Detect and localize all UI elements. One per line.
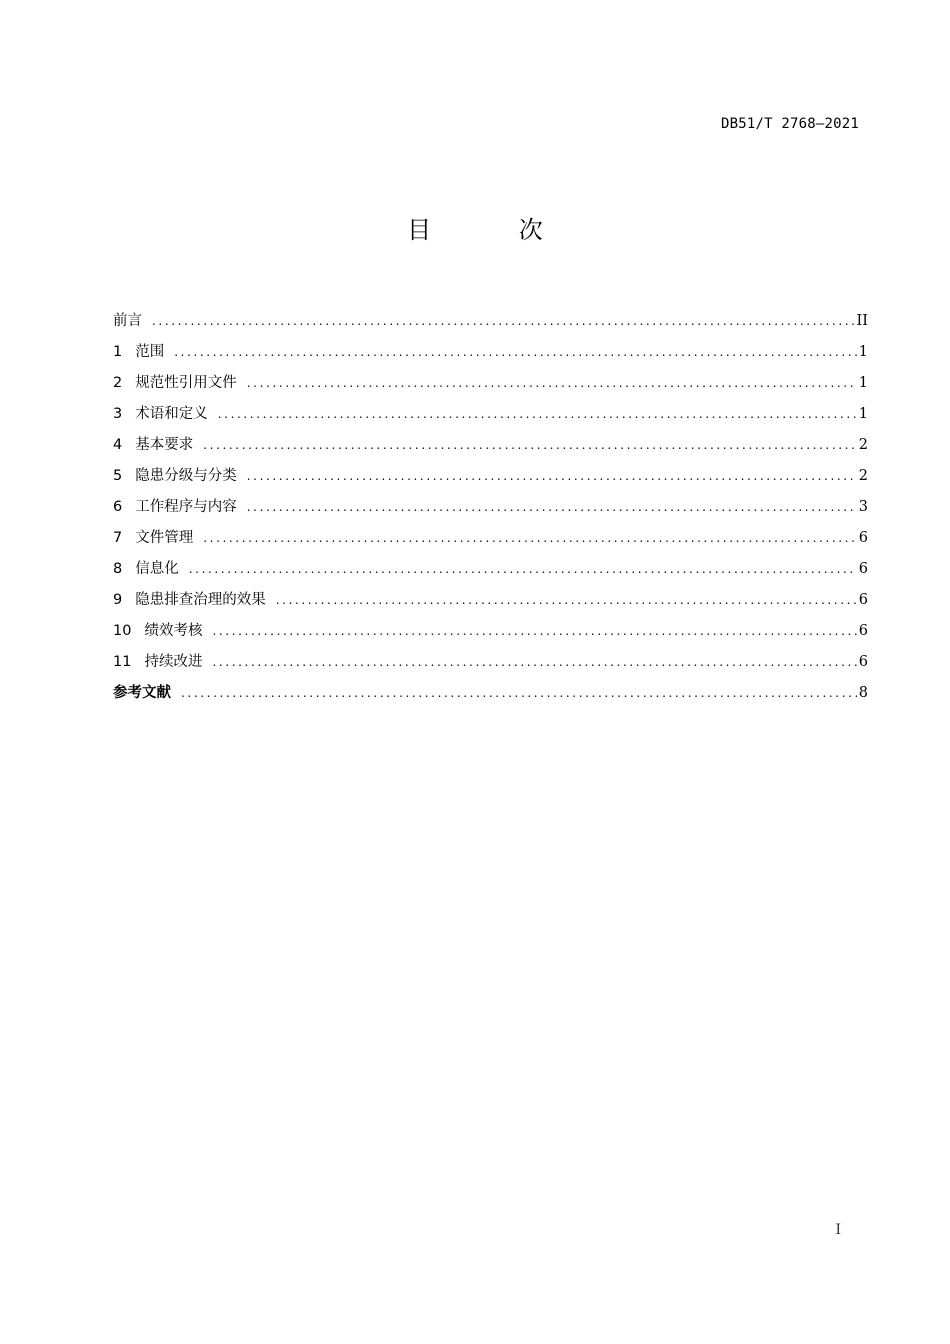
toc-leader-dots: [247, 496, 857, 518]
toc-entry[interactable]: [113, 434, 868, 465]
toc-entry[interactable]: [113, 310, 868, 341]
toc-entry-label: 术语和定义: [135, 406, 208, 422]
toc-entry[interactable]: [113, 496, 868, 527]
toc-entry-page: 6: [858, 623, 868, 639]
toc-leader-dots: [212, 651, 856, 673]
toc-entry-page: II: [856, 313, 868, 329]
toc-entry-page: 2: [858, 468, 868, 484]
toc-leader-dots: [181, 682, 857, 704]
toc-entry-number: 7: [113, 530, 123, 546]
toc-entry-page: 6: [858, 530, 868, 546]
toc-entry-label: 前言: [113, 313, 142, 329]
toc-entry-label: 范围: [135, 344, 165, 360]
toc-leader-dots: [203, 527, 857, 549]
table-of-contents: [113, 310, 868, 713]
toc-entry[interactable]: [113, 620, 868, 651]
page-number: I: [835, 1222, 841, 1238]
toc-entry-page: 6: [858, 654, 868, 670]
toc-entry-label: 绩效考核: [144, 623, 203, 639]
toc-entry-number: 4: [113, 437, 123, 453]
toc-leader-dots: [174, 341, 857, 363]
toc-entry-label: 隐患分级与分类: [135, 468, 237, 484]
toc-entry[interactable]: [113, 558, 868, 589]
toc-entry[interactable]: [113, 372, 868, 403]
toc-entry-label: 基本要求: [135, 437, 194, 453]
toc-entry-number: 9: [113, 592, 123, 608]
page-title: 目 次: [407, 216, 583, 244]
toc-entry-label: 隐患排查治理的效果: [135, 592, 266, 608]
toc-entry-label: 参考文献: [113, 685, 171, 701]
toc-entry-label: 规范性引用文件: [135, 375, 237, 391]
toc-entry-number: 6: [113, 499, 123, 515]
toc-entry[interactable]: [113, 527, 868, 558]
toc-entry-page: 1: [858, 406, 868, 422]
toc-leader-dots: [276, 589, 857, 611]
toc-entry-number: 10: [113, 623, 132, 639]
toc-leader-dots: [247, 465, 857, 487]
toc-entry[interactable]: [113, 465, 868, 496]
toc-entry-label: 工作程序与内容: [135, 499, 237, 515]
toc-entry-number: 5: [113, 468, 123, 484]
toc-entry-number: 8: [113, 561, 123, 577]
toc-entry-number: 2: [113, 375, 123, 391]
toc-leader-dots: [189, 558, 857, 580]
toc-entry-page: 3: [858, 499, 868, 515]
toc-entry[interactable]: [113, 403, 868, 434]
toc-entry-number: 3: [113, 406, 123, 422]
toc-entry-page: 2: [858, 437, 868, 453]
toc-entry-page: 1: [858, 375, 868, 391]
toc-entry-page: 6: [858, 561, 868, 577]
toc-leader-dots: [218, 403, 857, 425]
toc-entry[interactable]: [113, 589, 868, 620]
toc-entry-page: 6: [858, 592, 868, 608]
toc-leader-dots: [247, 372, 857, 394]
document-code: DB51/T 2768—2021: [720, 116, 859, 132]
toc-entry-number: 11: [113, 654, 132, 670]
toc-entry-page: 8: [858, 685, 868, 701]
toc-entry[interactable]: [113, 682, 868, 713]
toc-leader-dots: [152, 310, 855, 332]
toc-entry-label: 文件管理: [135, 530, 194, 546]
toc-entry-label: 信息化: [135, 561, 179, 577]
toc-entry-number: 1: [113, 344, 123, 360]
toc-entry-label: 持续改进: [144, 654, 203, 670]
toc-leader-dots: [212, 620, 856, 642]
toc-entry[interactable]: [113, 651, 868, 682]
toc-entry[interactable]: [113, 341, 868, 372]
toc-entry-page: 1: [858, 344, 868, 360]
toc-leader-dots: [203, 434, 857, 456]
